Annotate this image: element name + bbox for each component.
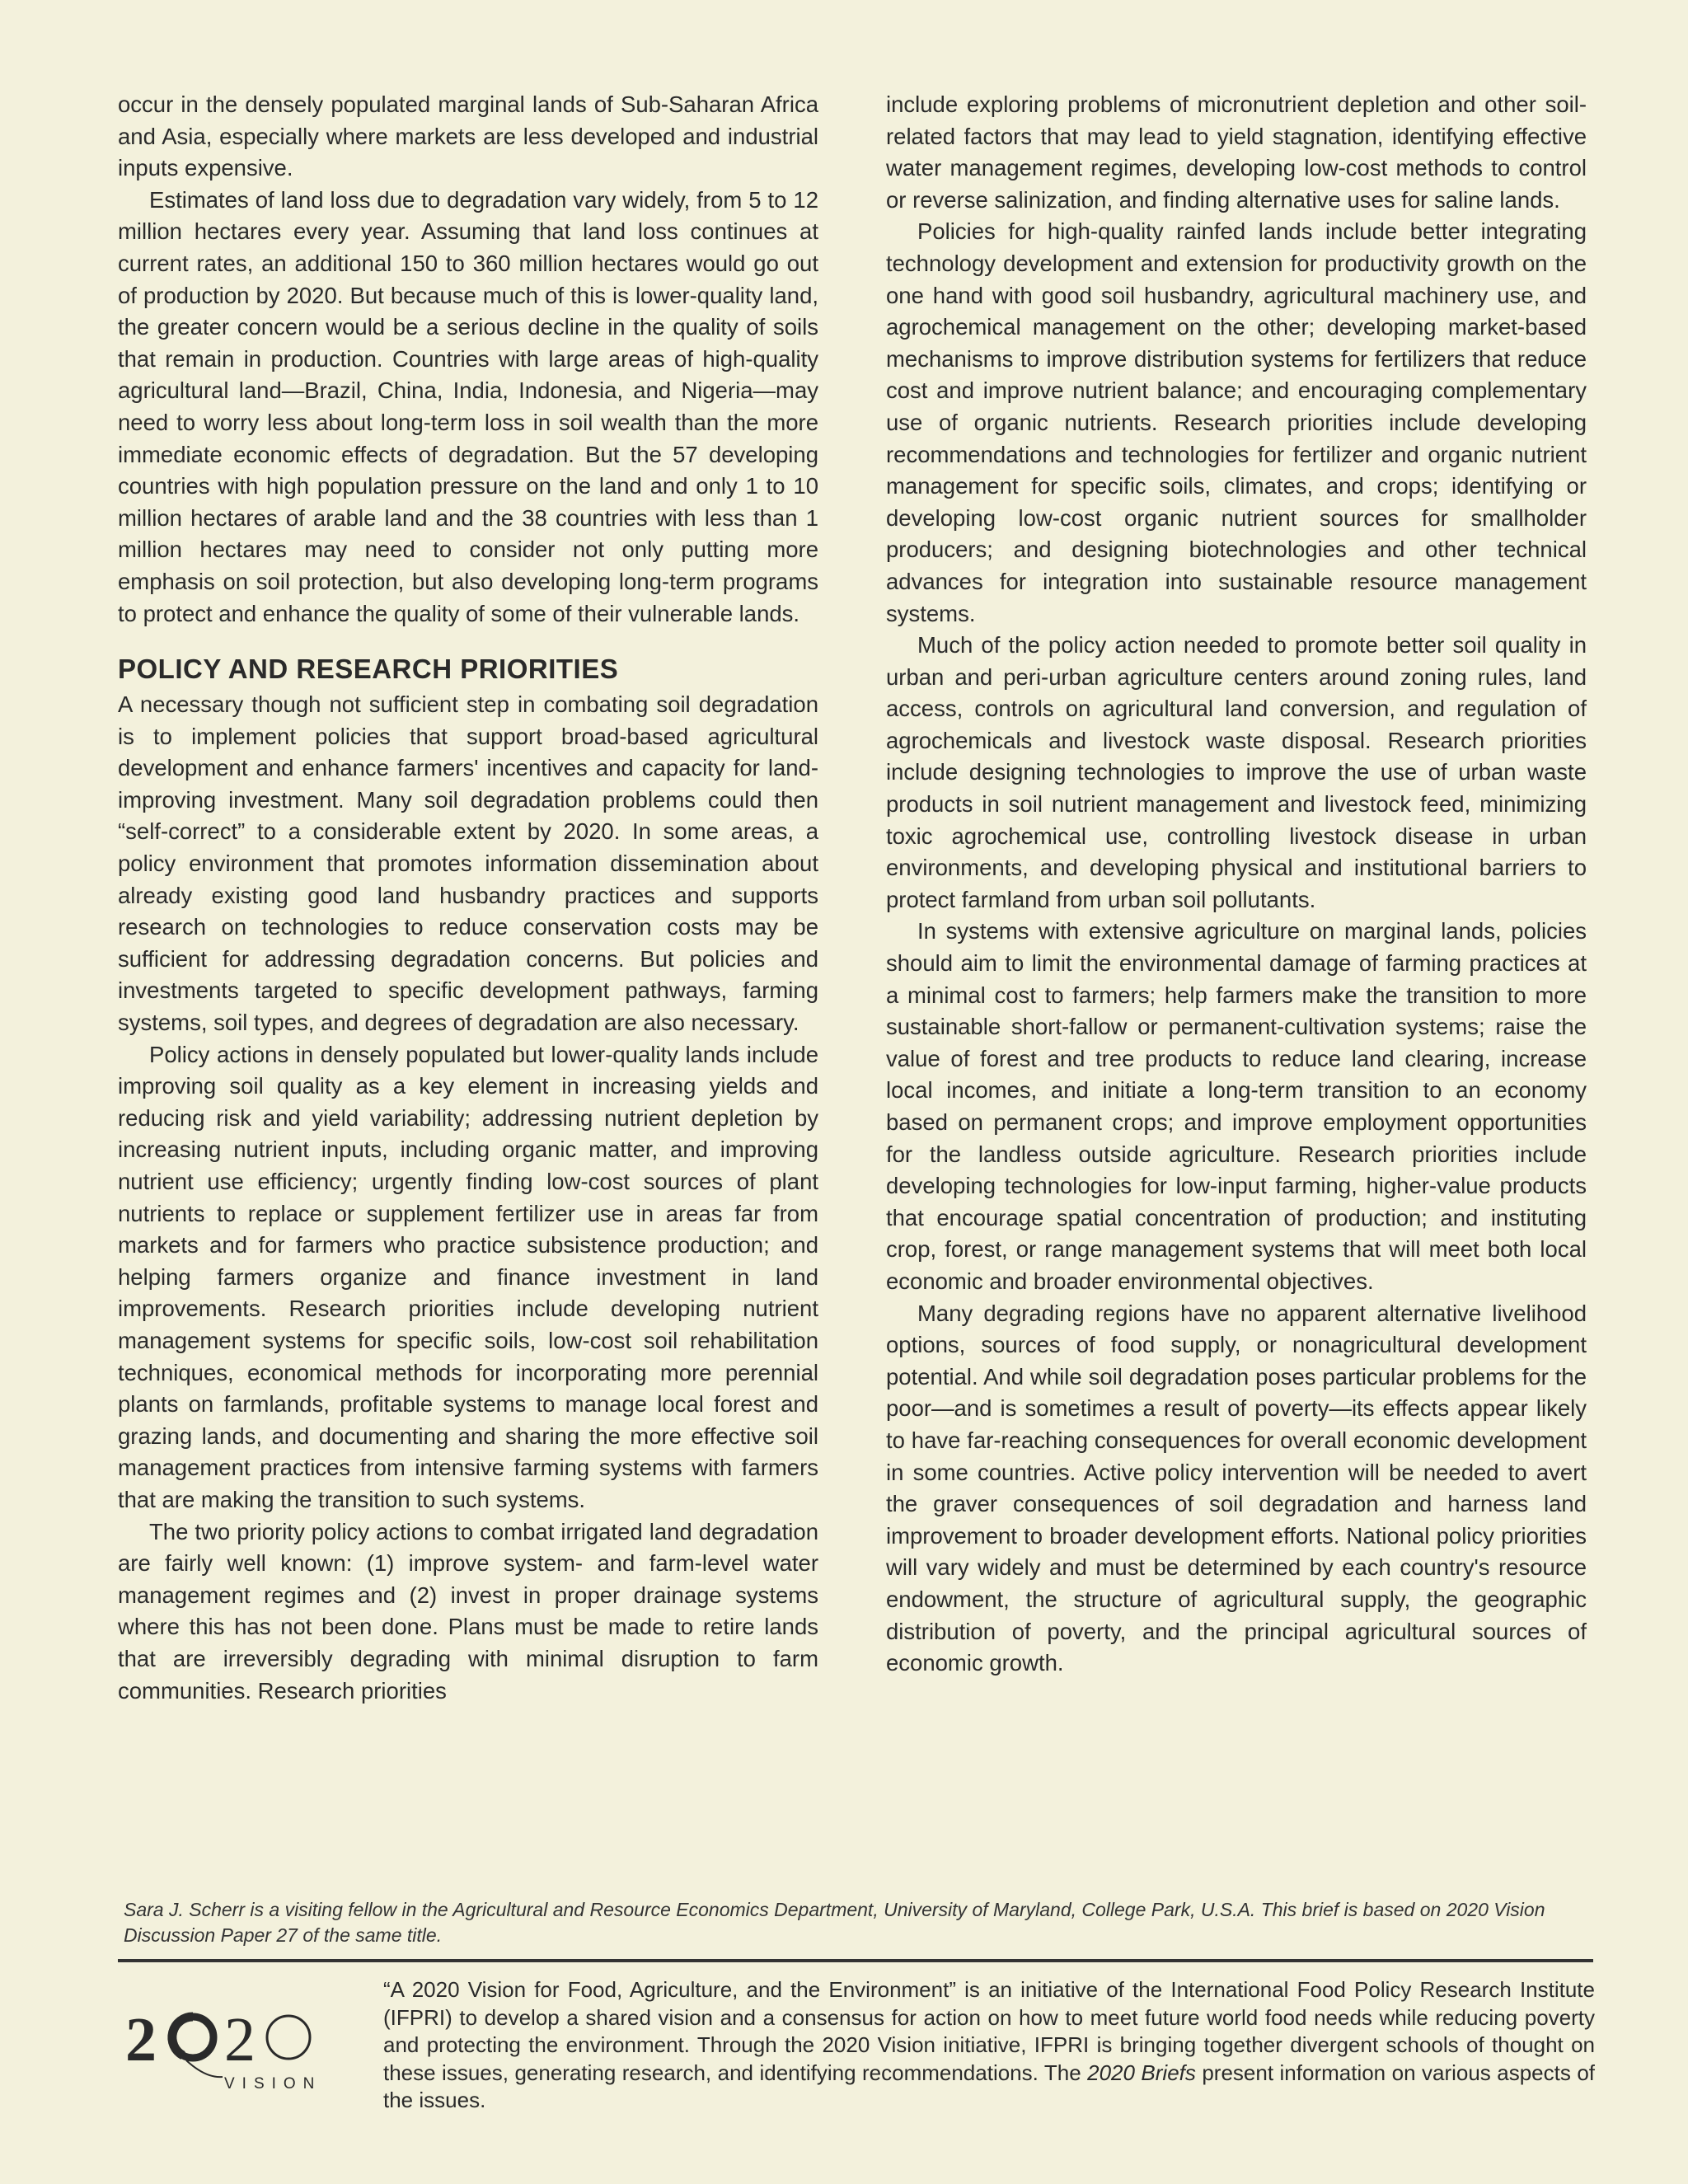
footer-text-end: present information on various aspects of the issues. <box>383 2060 1595 2112</box>
section-heading: POLICY AND RESEARCH PRIORITIES <box>118 654 619 685</box>
svg-text:2: 2 <box>224 2005 256 2074</box>
right-column <box>886 89 1587 1680</box>
paragraph: Policy actions in densely populated but lower-quality lands include improving soil quality as a key element in increasing yields and reducing risk and yield variability; addressing nutrient depletion by increasing nutrient inputs, including organic matter, and improving nutrient use efficiency; urgently finding low-cost sources of plant nutrients to replace or supplement fertilizer use in areas far from markets and for farmers who practice subsistence production; and helping farmers organize and finance investment in land improvements. Research priorities include developing nutrient management systems for specific soils, low-cost soil rehabilitation techniques, economical methods for incorporating more perennial plants on farmlands, profitable systems to manage local forest and grazing lands, and documenting and sharing the more effective soil management practices from intensive farming systems with farmers that are making the transition to such systems. <box>118 1041 818 1512</box>
paragraph: Much of the policy action needed to promote better soil quality in urban and peri-urban agriculture centers around zoning rules, land access, controls on agricultural land conversion, and regulation of agrochemicals and livestock waste disposal. Research priorities include designing technologies to improve the use of urban waste products in soil nutrient management and livestock feed, minimizing toxic agrochemical use, controlling livestock disease in urban environments, and developing physical and institutional barriers to protect farmland from urban soil pollutants. <box>886 632 1587 912</box>
logo-graphic <box>124 2003 346 2102</box>
vision-2020-logo <box>124 2003 346 2102</box>
initiative-description <box>383 1976 1595 2115</box>
left-column <box>118 89 818 1707</box>
paragraph: A necessary though not sufficient step in combating soil degradation is to implement policies that support broad-based agricultural development and enhance farmers' incentives and capacity for land-improving investment. Many soil degradation problems could then “self-correct” to a considerable extent by 2020. In some areas, a policy environment that promotes information dissemination about already existing good land husbandry practices and supports research on technologies to reduce conservation costs may be sufficient for addressing degradation concerns. But policies and investments targeted to specific development pathways, farming systems, soil types, and degrees of degradation are also necessary. <box>118 691 818 1036</box>
footer-text-italic: 2020 Briefs <box>1087 2060 1196 2085</box>
logo-word: VISION <box>224 2075 322 2093</box>
paragraph: Many degrading regions have no apparent alternative livelihood options, sources of food supply, or nonagricultural development potential. And while soil degradation poses particular problems for the poor—and is sometimes a result of poverty—its effects appear likely to have far-reaching consequences for overall economic development in some countries. Active policy intervention will be needed to avert the graver consequences of soil degradation and harness land improvement to broader development efforts. National policy priorities will vary widely and must be determined by each country's resource endowment, the structure of agricultural supply, the geographic distribution of poverty, and the principal agricultural sources of economic growth. <box>886 1300 1587 1676</box>
paragraph: In systems with extensive agriculture on marginal lands, policies should aim to limit the environmental damage of farming practices at a minimal cost to farmers; help farmers make the transition to more sustainable short-fallow or permanent-cultivation systems; raise the value of forest and tree products to reduce land clearing, increase local incomes, and initiate a long-term transition to an economy based on permanent crops; and improve employment opportunities for the landless outside agriculture. Research priorities include developing technologies for low-input farming, higher-value products that encourage spatial concentration of production; and instituting crop, forest, or range management systems that will meet both local economic and broader environmental objectives. <box>886 918 1587 1294</box>
paragraph: Estimates of land loss due to degradation vary widely, from 5 to 12 million hectares every year. Assuming that land loss continues at current rates, an additional 150 to 360 million hectares would go out of production by 2020. But because much of this is lower-quality land, the greater concern would be a serious decline in the quality of soils that remain in production. Countries with large areas of high-quality agricultural land—Brazil, China, India, Indonesia, and Nigeria—may need to worry less about long-term loss in soil wealth than the more immediate economic effects of degradation. But the 57 developing countries with high population pressure on the land and only 1 to 10 million hectares of arable land and the 38 countries with less than 1 million hectares may need to consider not only putting more emphasis on soil protection, but also developing long-term programs to protect and enhance the quality of some of their vulnerable lands. <box>118 186 818 626</box>
paragraph: Policies for high-quality rainfed lands include better integrating technology development and extension for productivity growth on the one hand with good soil husbandry, agricultural machinery use, and agrochemical management on the other; developing market-based mechanisms to improve distribution systems for fertilizers that reduce cost and improve nutrient balance; and encouraging complementary use of organic nutrients. Research priorities include developing recommendations and technologies for fertilizer and organic nutrient management for specific soils, climates, and crops; identifying or developing low-cost organic nutrient sources for smallholder producers; and designing biotechnologies and other technical advances for integration into sustainable resource management systems. <box>886 218 1587 626</box>
paragraph: include exploring problems of micronutrient depletion and other soil-related factors that may lead to yield stagnation, identifying effective water management regimes, developing low-cost methods to control or reverse salinization, and finding alternative uses for saline lands. <box>886 91 1587 213</box>
paragraph: occur in the densely populated marginal lands of Sub-Saharan Africa and Asia, especially where markets are less developed and industrial inputs expensive. <box>118 91 818 181</box>
author-byline: Sara J. Scherr is a visiting fellow in the Agricultural and Resource Economics Department, University of Maryland, College Park, U.S.A. This brief is based on 2020 Vision Discussion Paper 27 of the same title. <box>124 1899 1545 1946</box>
paragraph: The two priority policy actions to combat irrigated land degradation are fairly well known: (1) improve system- and farm-level water management regimes and (2) invest in proper drainage systems where this has not been done. Plans must be made to retire lands that are irreversibly degrading with minimal disruption to farm communities. Research priorities <box>118 1518 818 1704</box>
divider <box>118 1959 1593 1962</box>
footer-text-start: “A 2020 Vision for Food, Agriculture, and the Environment” is an initiative of the International Food Policy Research Institute (IFPRI) to develop a shared vision and a consensus for action on how to meet future world food needs while reducing poverty and protecting the environment. Through the 2020 Vision initiative, IFPRI is bringing together divergent schools of thought on these issues, generating research, and identifying recommendations. The <box>383 1977 1595 2085</box>
svg-text:2: 2 <box>125 2005 157 2074</box>
